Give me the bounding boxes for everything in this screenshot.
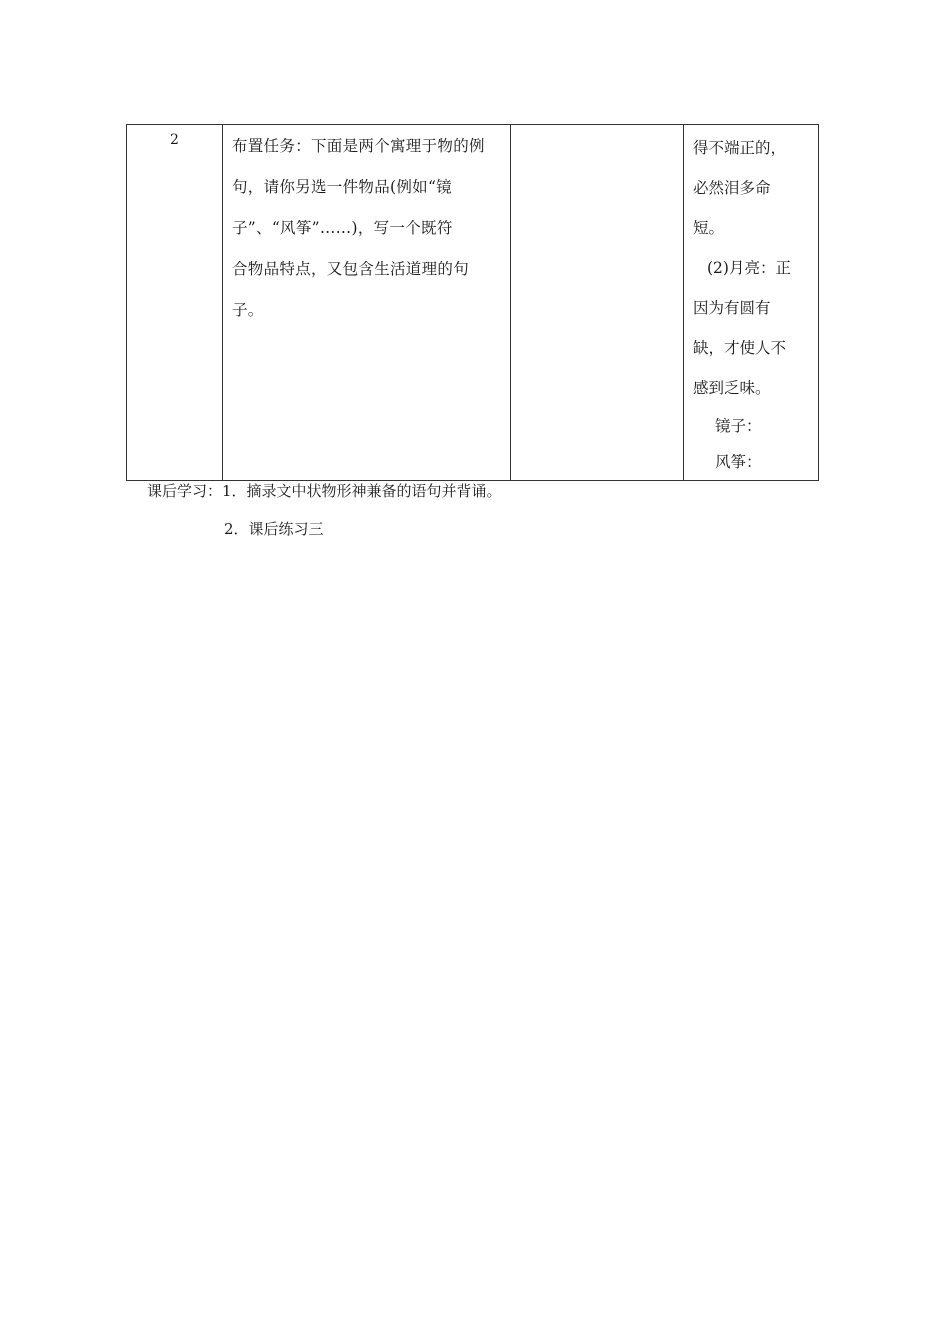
homework-line-2: 2．课后练习三 bbox=[224, 520, 324, 538]
task-line: 布置任务：下面是两个寓理于物的例 bbox=[232, 137, 485, 155]
examples-cell bbox=[684, 125, 819, 481]
task-line: 子。 bbox=[232, 301, 264, 319]
example-line: (2)月亮：正 bbox=[707, 259, 791, 277]
example-sentences bbox=[684, 125, 818, 480]
blank-item-kite: 风筝： bbox=[715, 453, 762, 471]
lesson-table bbox=[126, 124, 819, 481]
example-line: 感到乏味。 bbox=[693, 379, 771, 397]
task-description bbox=[223, 121, 510, 331]
blank-item-mirror: 镜子： bbox=[715, 417, 762, 435]
example-line: 必然泪多命 bbox=[693, 179, 771, 197]
homework-line-1: 课后学习：1．摘录文中状物形神兼备的语句并背诵。 bbox=[147, 482, 502, 500]
table-row bbox=[127, 125, 819, 481]
step-number-cell bbox=[127, 125, 223, 481]
step-number: 2 bbox=[170, 132, 179, 148]
example-line: 缺，才使人不 bbox=[693, 339, 787, 357]
task-line: 合物品特点，又包含生活道理的句 bbox=[232, 260, 470, 278]
example-line: 短。 bbox=[693, 219, 725, 237]
task-line: 句，请你另选一件物品(例如“镜 bbox=[232, 178, 452, 196]
task-line: 子”、“风筝”……)，写一个既符 bbox=[232, 219, 453, 237]
empty-cell bbox=[511, 125, 684, 481]
task-cell bbox=[223, 125, 511, 481]
example-line: 因为有圆有 bbox=[693, 299, 771, 317]
example-line: 得不端正的， bbox=[693, 139, 787, 157]
